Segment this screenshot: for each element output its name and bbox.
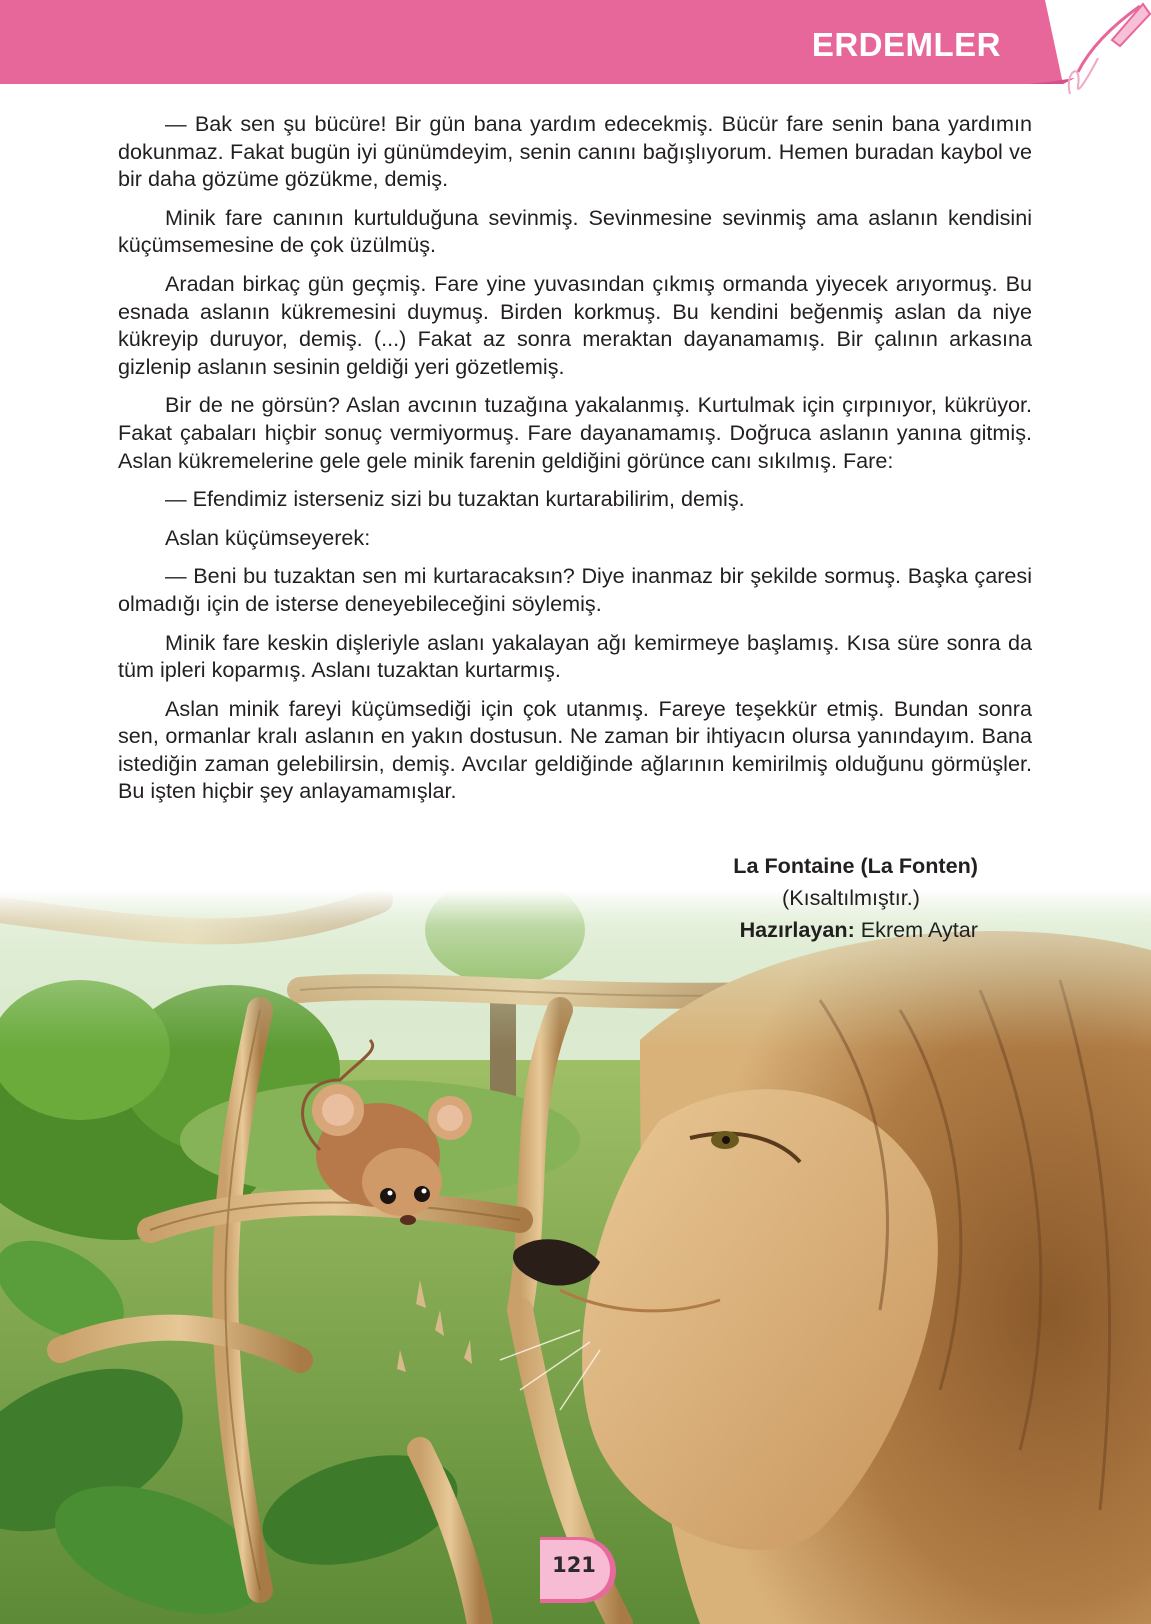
lion-and-mouse-illustration [0, 890, 1151, 1624]
abridged-note: (Kısaltılmıştır.) [782, 885, 920, 910]
story-paragraph: Minik fare keskin dişleriyle aslanı yakalayan ağı kemirmeye başlamış. Kısa süre sonra da tüm ipleri koparmış. Aslanı tuzaktan kurtarmış. [118, 629, 1032, 683]
page-header-title: ERDEMLER [811, 26, 1001, 63]
attribution-block [618, 850, 978, 946]
story-text [118, 110, 1032, 816]
prepared-by-line [618, 914, 978, 946]
page-number: 121 [552, 1553, 596, 1577]
story-paragraph: Minik fare canının kurtulduğuna sevinmiş. Sevinmesine sevinmiş ama aslanın kendisini küçümsemesine de çok üzülmüş. [118, 204, 1032, 258]
author-name: La Fontaine (La Fonten) [733, 853, 978, 878]
story-paragraph: Aslan minik fareyi küçümsediği için çok utanmış. Fareye teşekkür etmiş. Bundan sonra sen, ormanlar kralı aslanın en yakın dostusun. Ne zaman bir ihtiyacın olursa yanındayım. Bana istediğin zaman gelebilirsin, demiş. Avcılar geldiğinde ağlarının kemirilmiş olduğunu görmüşler. Bu işten hiçbir şey anlayamamışlar. [118, 695, 1032, 804]
story-paragraph: Aslan küçümseyerek: [165, 524, 371, 550]
story-paragraph: — Beni bu tuzaktan sen mi kurtaracaksın? Diye inanmaz bir şekilde sormuş. Başka çaresi olmadığı için de isterse deneyebileceğini söylemiş. [118, 563, 1032, 616]
story-paragraph: Bir de ne görsün? Aslan avcının tuzağına yakalanmış. Kurtulmak için çırpınıyor, kükrüyor. Fakat çabaları hiçbir sonuç vermiyormuş. Fare dayanamamış. Doğruca aslanın yanına gitmiş. Aslan kükremelerine gele gele minik farenin geldiğini görünce canı sıkılmış. Fare: [118, 392, 1032, 473]
prepared-by-label: Hazırlayan: [739, 917, 855, 942]
pen-nib-icon [1069, 4, 1150, 94]
prepared-by-name: Ekrem Aytar [860, 917, 978, 942]
story-paragraph: — Efendimiz isterseniz sizi bu tuzaktan kurtarabilirim, demiş. [165, 486, 745, 512]
story-paragraph: Aradan birkaç gün geçmiş. Fare yine yuvasından çıkmış ormanda yiyecek arıyormuş. Bu esnada aslanın kükremesini duymuş. Birden korkmuş. Bu kendini beğenmiş aslan da niye kükreyip duruyor, demiş. (...) Fakat az sonra meraktan dayanamamış. Bir çalının arkasına gizlenip aslanın sesinin geldiği yeri gözetlemiş. [118, 270, 1032, 379]
story-paragraph: — Bak sen şu bücüre! Bir gün bana yardım edecekmiş. Bücür fare senin bana yardımın dokunmaz. Fakat bugün iyi günümdeyim, senin canını bağışlıyorum. Hemen buradan kaybol ve bir daha gözüme gözükme, demiş. [118, 111, 1032, 192]
